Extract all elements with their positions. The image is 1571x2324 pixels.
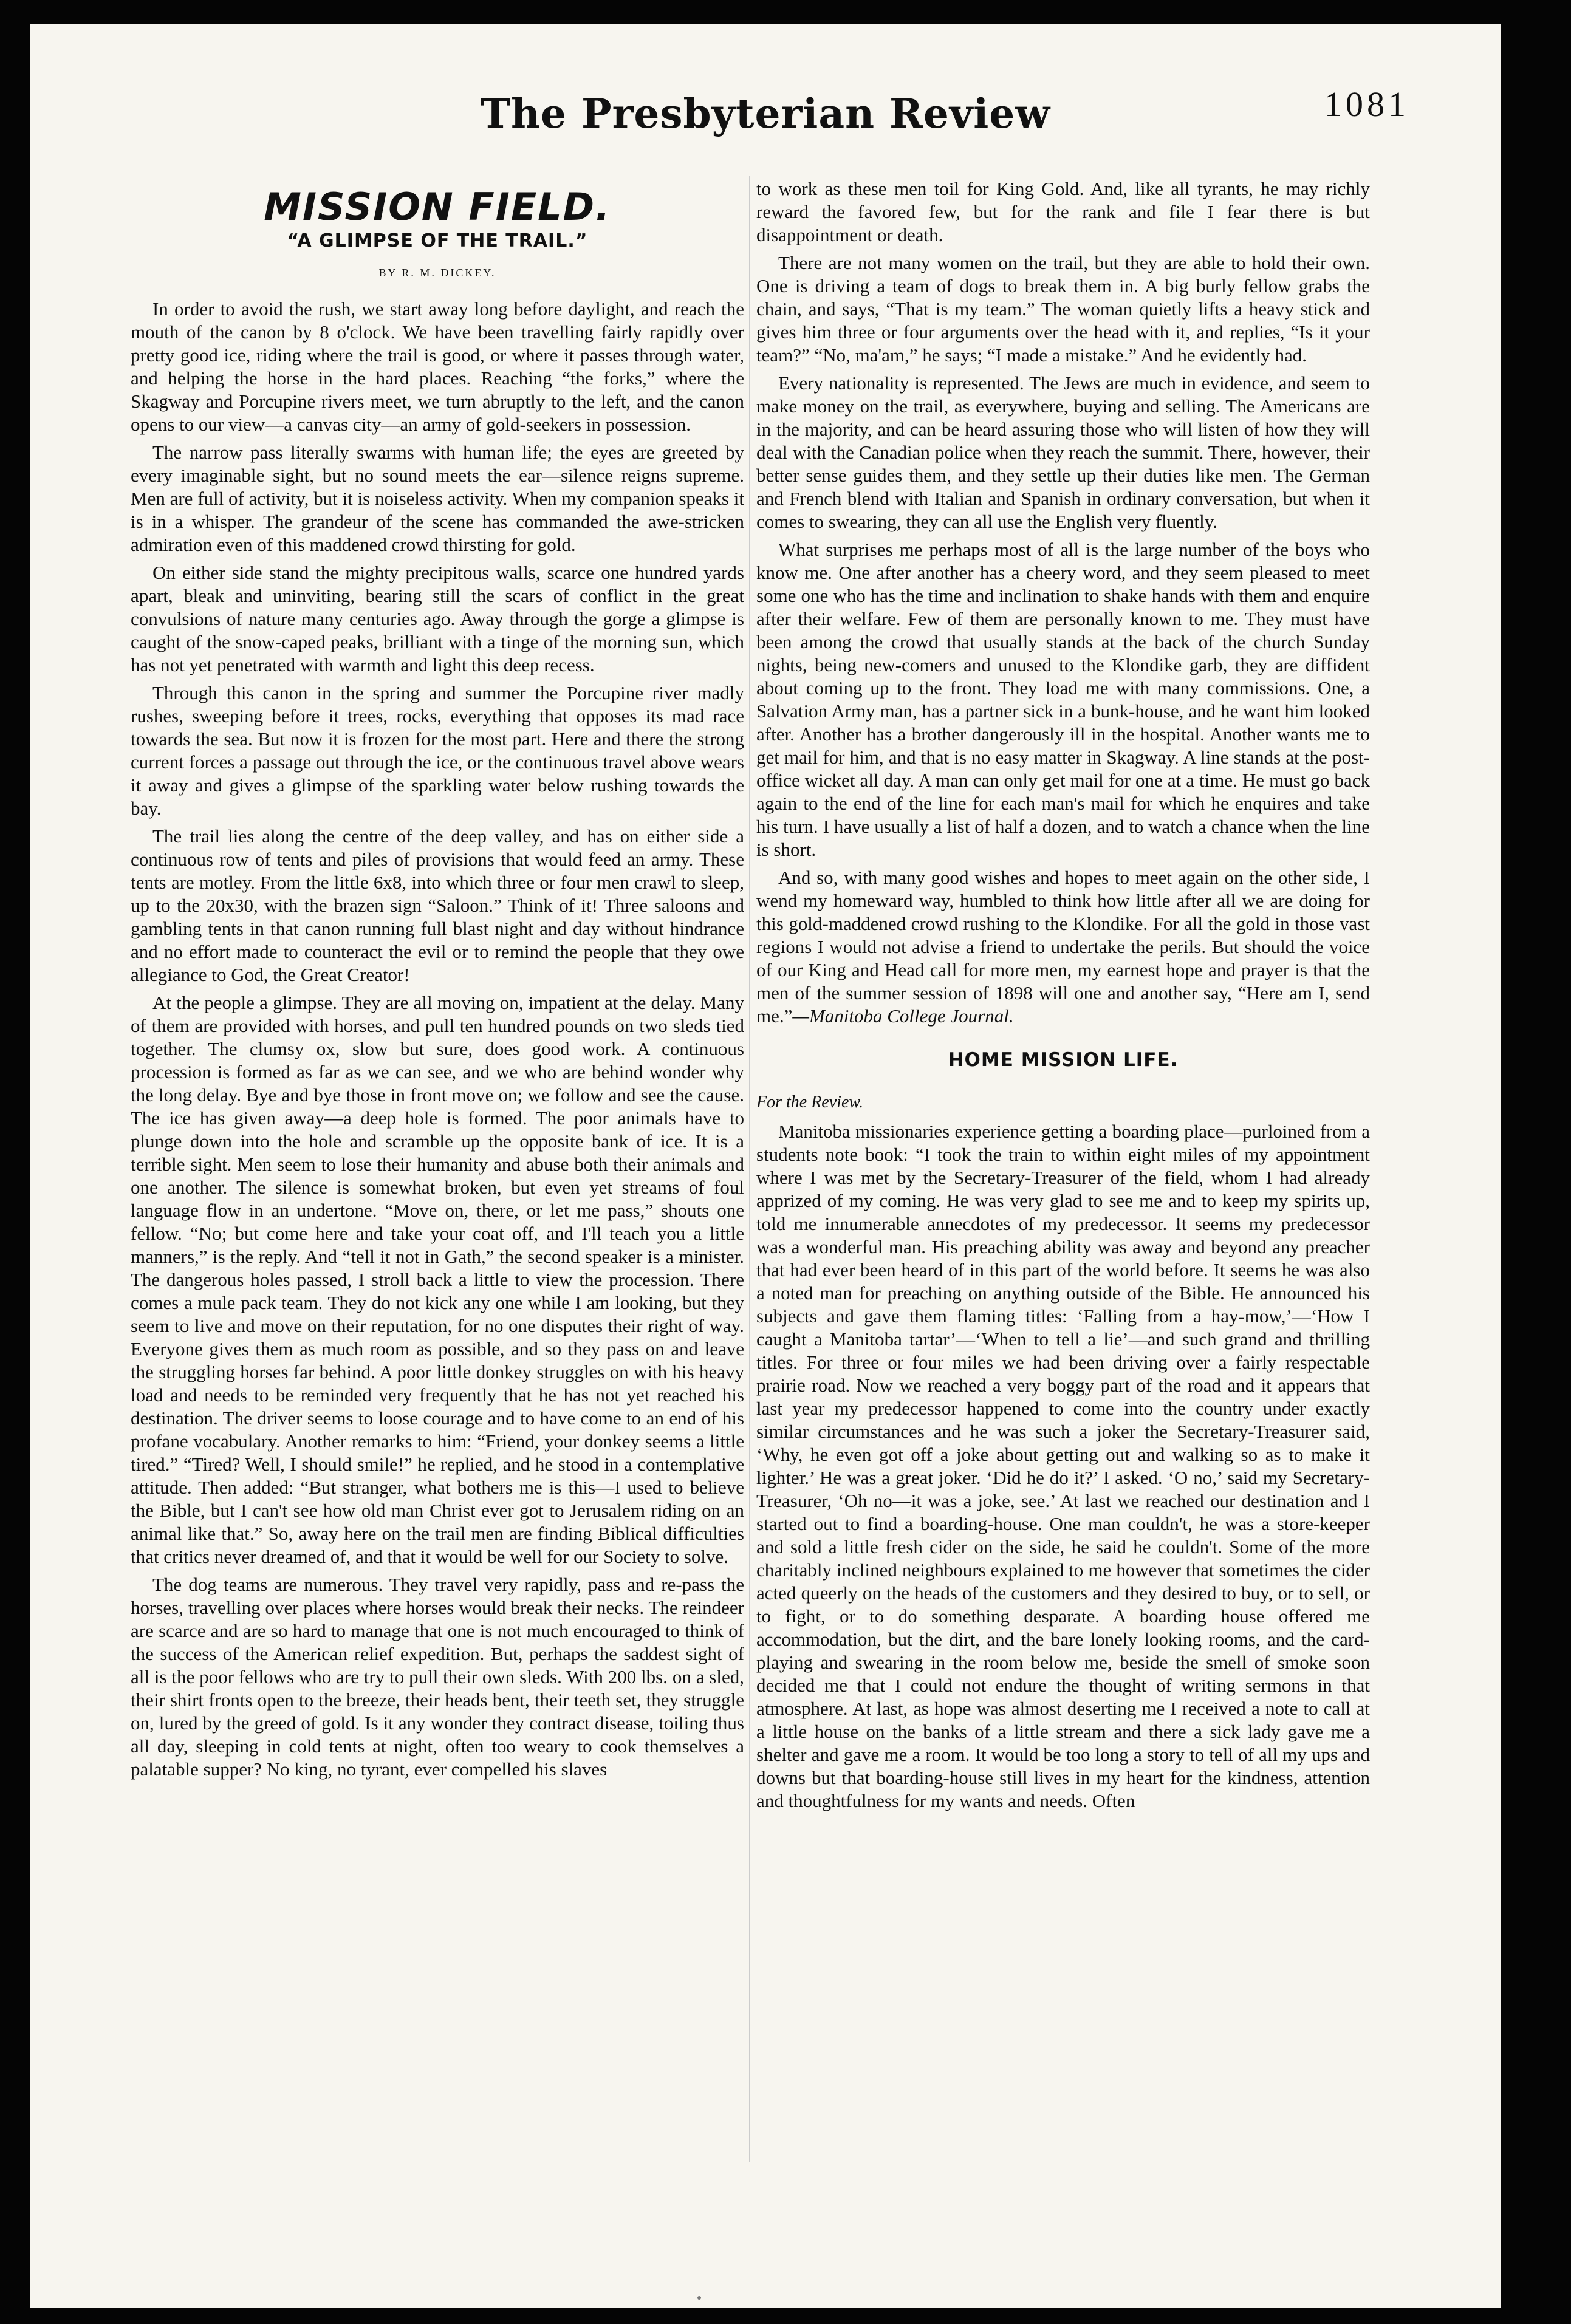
paragraph: Every nationality is represented. The Jews are much in evidence, and seem to make money on the trail, as everywhere, buying and selling. The Americans are in the majority, and can be heard assuring those who will listen of how they will deal with the Canadian police when they reach the summit. There, however, their better sense guides them, and they settle up their duties like men. The German and French blend with Italian and Spanish in ordinary conversation, but when it comes to swearing, they can all use the English very fluently. <box>756 372 1370 532</box>
section-title: MISSION FIELD. <box>264 185 611 229</box>
column-divider <box>749 176 750 2162</box>
newspaper-page <box>30 24 1501 2308</box>
paragraph: The narrow pass literally swarms with human life; the eyes are greeted by every imaginable sight, but no sound meets the ear—silence reigns supreme. Men are full of activity, but it is noiseless activity. When my companion speaks it is in a whisper. The grandeur of the scene has commanded the awe-stricken admiration even of this maddened crowd thirsting for gold. <box>131 442 744 555</box>
paragraph: What surprises me perhaps most of all is the large number of the boys who know me. One after another has a cheery word, and they seem pleased to meet some one who has the time and inclination to shake hands with them and enquire after their welfare. Few of them are personally known to me. They must have been among the crowd that usually stands at the back of the church Sunday nights, being new-comers and unused to the Klondike garb, they are diffident about coming up to the front. They load me with many commissions. One, a Salvation Army man, has a partner sick in a bunk-house, and he want him looked after. Another has a brother dangerously ill in the hospital. Another wants me to get mail for him, and that is no easy matter in Skagway. A line stands at the post-office wicket all day. A man can only get mail for one at a time. He must go back again to the end of the line for each man's mail for which he enquires and take his turn. I have usually a list of half a dozen, and to watch a chance when the line is short. <box>756 539 1370 860</box>
paragraph <box>756 866 1370 1028</box>
masthead: The Presbyterian Review <box>480 90 1051 137</box>
page-number: 1081 <box>1324 84 1409 124</box>
left-column <box>131 176 744 1786</box>
paragraph: The trail lies along the centre of the deep valley, and has on either side a continuous row of tents and piles of provisions that would feed an army. These tents are motley. From the little 6x8, into which three or four men crawl to sleep, up to the 20x30, with the brazen sign “Saloon.” Think of it! Three saloons and gambling tents in that canon running full blast night and day without hindrance and no effort made to counteract the evil or to remind the people that they owe allegiance to God, the Great Creator! <box>131 825 744 985</box>
paragraph: Through this canon in the spring and summer the Porcupine river madly rushes, sweeping before it trees, rocks, everything that opposes its mad race towards the sea. But now it is frozen for the most part. Here and there the strong current forces a passage out through the ice, or the continuous travel above wears it away and gives a glimpse of the sparkling water below rushing towards the bay. <box>131 682 744 819</box>
byline: BY R. M. DICKEY. <box>378 267 496 279</box>
for-review-label: For the Review. <box>756 1093 863 1112</box>
paragraph: In order to avoid the rush, we start away long before daylight, and reach the mouth of the canon by 8 o'clock. We have been travelling fairly rapidly over pretty good ice, riding where the trail is good, or where it passes through water, and helping the horse in the hard places. Reaching “the forks,” where the Skagway and Porcupine rivers meet, we turn abruptly to the left, and the canon opens to our view—a canvas city—an army of gold-seekers in possession. <box>131 298 744 435</box>
source-signature: —Manitoba College Journal. <box>792 1005 1014 1027</box>
paragraph: At the people a glimpse. They are all moving on, impatient at the delay. Many of them are provided with horses, and pull ten hundred pounds on two sleds tied together. The clumsy ox, slow but sure, does good work. A continuous procession is formed as far as we can see, and we who are behind wonder why the long delay. Bye and bye those in front move on; we follow and see the cause. The ice has given away—a deep hole is formed. The poor animals have to plunge down into the hole and scramble up the opposite bank of ice. It is a terrible sight. Men seem to lose their humanity and abuse both their animals and one another. The silence is somewhat broken, but even yet streams of foul language flow in an undertone. “Move on, there, or let me pass,” shouts one fellow. “No; but come here and take your coat off, and I'll teach you a little manners,” is the reply. And “tell it not in Gath,” the second speaker is a minister. The dangerous holes passed, I stroll back a little to view the procession. There comes a mule pack team. They do not kick any one while I am looking, but they seem to live and move on their reputation, for no one disputes their right of way. Everyone gives them as much room as possible, and so they pass on and leave the struggling horses far behind. A poor little donkey struggles on with his heavy load and needs to be reminded very frequently that he has not yet reached his destination. The driver seems to loose courage and to have come to an end of his profane vocabulary. Another remarks to him: “Friend, your donkey seems a little tired.” “Tired? Well, I should smile!” he replied, and he stood in a contemplative attitude. Then added: “But stranger, what bothers me is this—I used to believe the Bible, but I can't see how old man Christ ever got to Jerusalem riding on an animal like that.” So, away here on the trail men are finding Biblical difficulties that critics never dreamed of, and that it would be well for our Society to solve. <box>131 992 744 1567</box>
paragraph: On either side stand the mighty precipitous walls, scarce one hundred yards apart, bleak and uninviting, bearing still the scars of conflict in the great convulsions of nature many centuries ago. Away through the gorge a glimpse is caught of the snow-caped peaks, brilliant with a tinge of the morning sun, which has not yet penetrated with warmth and light this deep recess. <box>131 562 744 675</box>
home-mission-title: HOME MISSION LIFE. <box>948 1049 1179 1071</box>
speck <box>697 2296 701 2300</box>
right-column <box>756 177 1370 1817</box>
paragraph-text: And so, with many good wishes and hopes to meet again on the other side, I wend my homeward way, humbled to think how little after all we are doing for this gold-maddened crowd rushing to the Klondike. For all the gold in those vast regions I would not advise a friend to undertake the perils. But should the voice of our King and Head call for more men, my earnest hope and prayer is that the men of the summer session of 1898 will one and another say, “Here am I, send me.” <box>756 867 1370 1027</box>
paragraph: Manitoba missionaries experience getting a boarding place—purloined from a students note book: “I took the train to within eight miles of my appointment where I was met by the Secretary-Treasurer of the field, whom I had already apprized of my coming. He was very glad to see me and to keep my spirits up, told me innumerable annecdotes of my predecessor. It seems my predecessor was a wonderful man. His preaching ability was away and beyond any preacher that had ever been heard of in this part of the world before. It seems he was also a noted man for preaching on anything outside of the Bible. He announced his subjects and gave them flaming titles: ‘Falling from a hay-mow,’—‘How I caught a Manitoba tartar’—‘When to tell a lie’—and such grand and thrilling titles. For three or four miles we had been driving over a fairly respectable prairie road. Now we reached a very boggy part of the road and it appears that last year my predecessor happened to come into the country under exactly similar circumstances and he was such a joker the Secretary-Treasurer said, ‘Why, he even got off a joke about getting out and walking so as to make it lighter.’ He was a great joker. ‘Did he do it?’ I asked. ‘O no,’ said my Secretary-Treasurer, ‘Oh no—it was a joke, see.’ At last we reached our destination and I started out to find a boarding-house. One man couldn't, he was a store-keeper and sold a little fresh cider on the side, he said he couldn't. Some of the more charitably inclined neighbours explained to me however that sometimes the cider acted queerly on the heads of the customers and they desired to buy, or to sell, or to fight, or to do something desparate. A boarding house offered me accommodation, but the dirt, and the bare lonely looking rooms, and the card-playing and swearing in the room below me, beside the smell of smoke soon decided me that I could not endure the thought of writing sermons in that atmosphere. At last, as hope was almost deserting me I received a note to call at a little house on the banks of a little stream and there a sick lady gave me a shelter and gave me a room. It would be too long a story to tell of all my ups and downs but that boarding-house still lives in my heart for the kindness, attention and thoughtfulness for my wants and needs. Often <box>756 1121 1370 1811</box>
paragraph: to work as these men toil for King Gold. And, like all tyrants, he may richly reward the favored few, but for the rank and file I fear there is but disappointment or death. <box>756 178 1370 245</box>
article-title: “A GLIMPSE OF THE TRAIL.” <box>287 230 588 251</box>
paragraph: There are not many women on the trail, but they are able to hold their own. One is driving a team of dogs to break them in. A big burly fellow grabs the chain, and says, “That is my team.” The woman quietly lifts a heavy stick and gives him three or four arguments over the head with it, and replies, “Is it your team?” “No, ma'am,” he says; “I made a mistake.” And he evidently had. <box>756 252 1370 366</box>
paragraph: The dog teams are numerous. They travel very rapidly, pass and re-pass the horses, travelling over places where horses would break their necks. The reindeer are scarce and are so hard to manage that one is not much encouraged to think of the success of the American relief expedition. But, perhaps the saddest sight of all is the poor fellows who are try to pull their own sleds. With 200 lbs. on a sled, their shirt fronts open to the breeze, their heads bent, their teeth set, they struggle on, lured by the greed of gold. Is it any wonder they contract disease, toiling thus all day, sleeping in cold tents at night, often too weary to cook themselves a palatable supper? No king, no tyrant, ever compelled his slaves <box>131 1574 744 1780</box>
